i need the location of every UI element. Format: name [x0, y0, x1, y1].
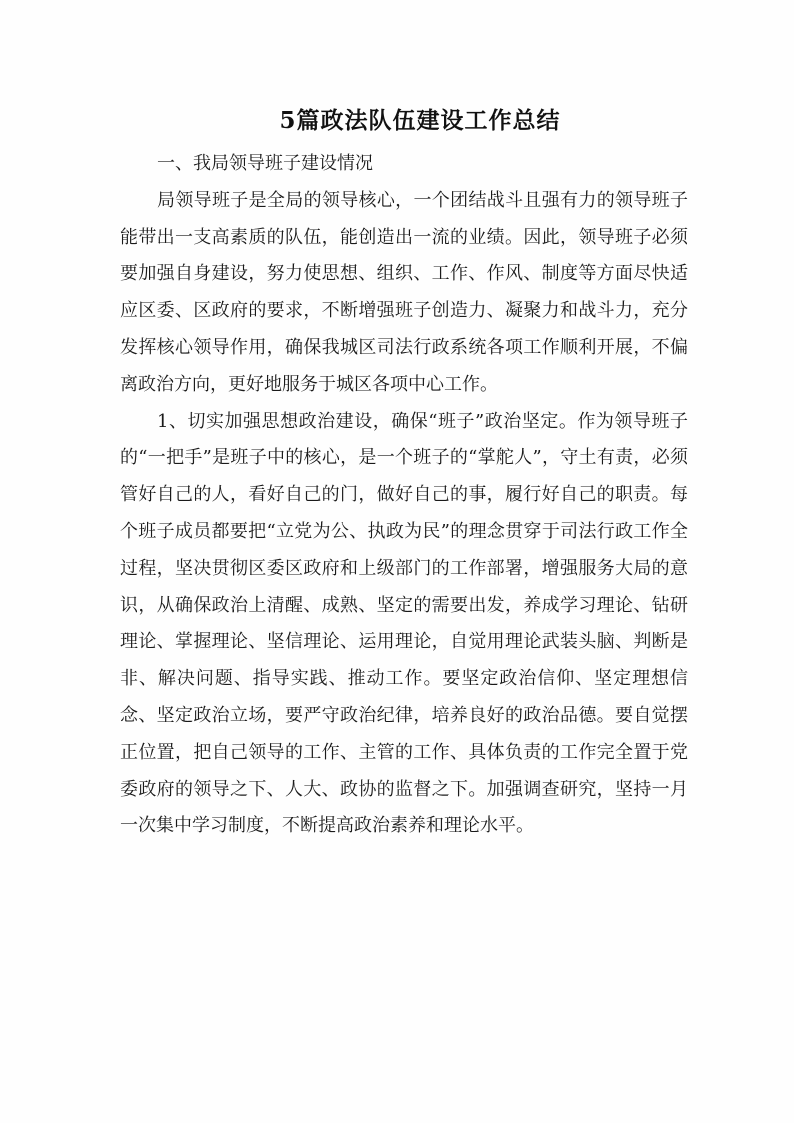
document-title: 5篇政法队伍建设工作总结 — [279, 107, 561, 134]
document-body — [120, 146, 688, 845]
paragraph: 局领导班子是全局的领导核心，一个团结战斗且强有力的领导班子能带出一支高素质的队伍，能创造出一流的业绩。因此，领导班子必须要加强自身建设，努力使思想、组织、工作、作风、制度等方面尽快适应区委、区政府的要求，不断增强班子创造力、凝聚力和战斗力，充分发挥核心领导作用，确保我城区司法行政系统各项工作顺利开展，不偏离政治方向，更好地服务于城区各项中心工作。 — [120, 189, 688, 395]
section-heading: 一、我局领导班子建设情况 — [157, 153, 373, 174]
paragraph: 1、切实加强思想政治建设，确保“班子”政治坚定。作为领导班子的“一把手”是班子中的核心，是一个班子的“掌舵人”，守土有责，必须管好自己的人，看好自己的门，做好自己的事，履行好自己的职责。每个班子成员都要把“立党为公、执政为民”的理念贯穿于司法行政工作全过程，坚决贯彻区委区政府和上级部门的工作部署，增强服务大局的意识，从确保政治上清醒、成熟、坚定的需要出发，养成学习理论、钻研理论、掌握理论、坚信理论、运用理论，自觉用理论武装头脑、判断是非、解决问题、指导实践、推动工作。要坚定政治信仰、坚定理想信念、坚定政治立场，要严守政治纪律，培养良好的政治品德。要自觉摆正位置，把自己领导的工作、主管的工作、具体负责的工作完全置于党委政府的领导之下、人大、政协的监督之下。加强调查研究，坚持一月一次集中学习制度，不断提高政治素养和理论水平。 — [120, 410, 688, 837]
